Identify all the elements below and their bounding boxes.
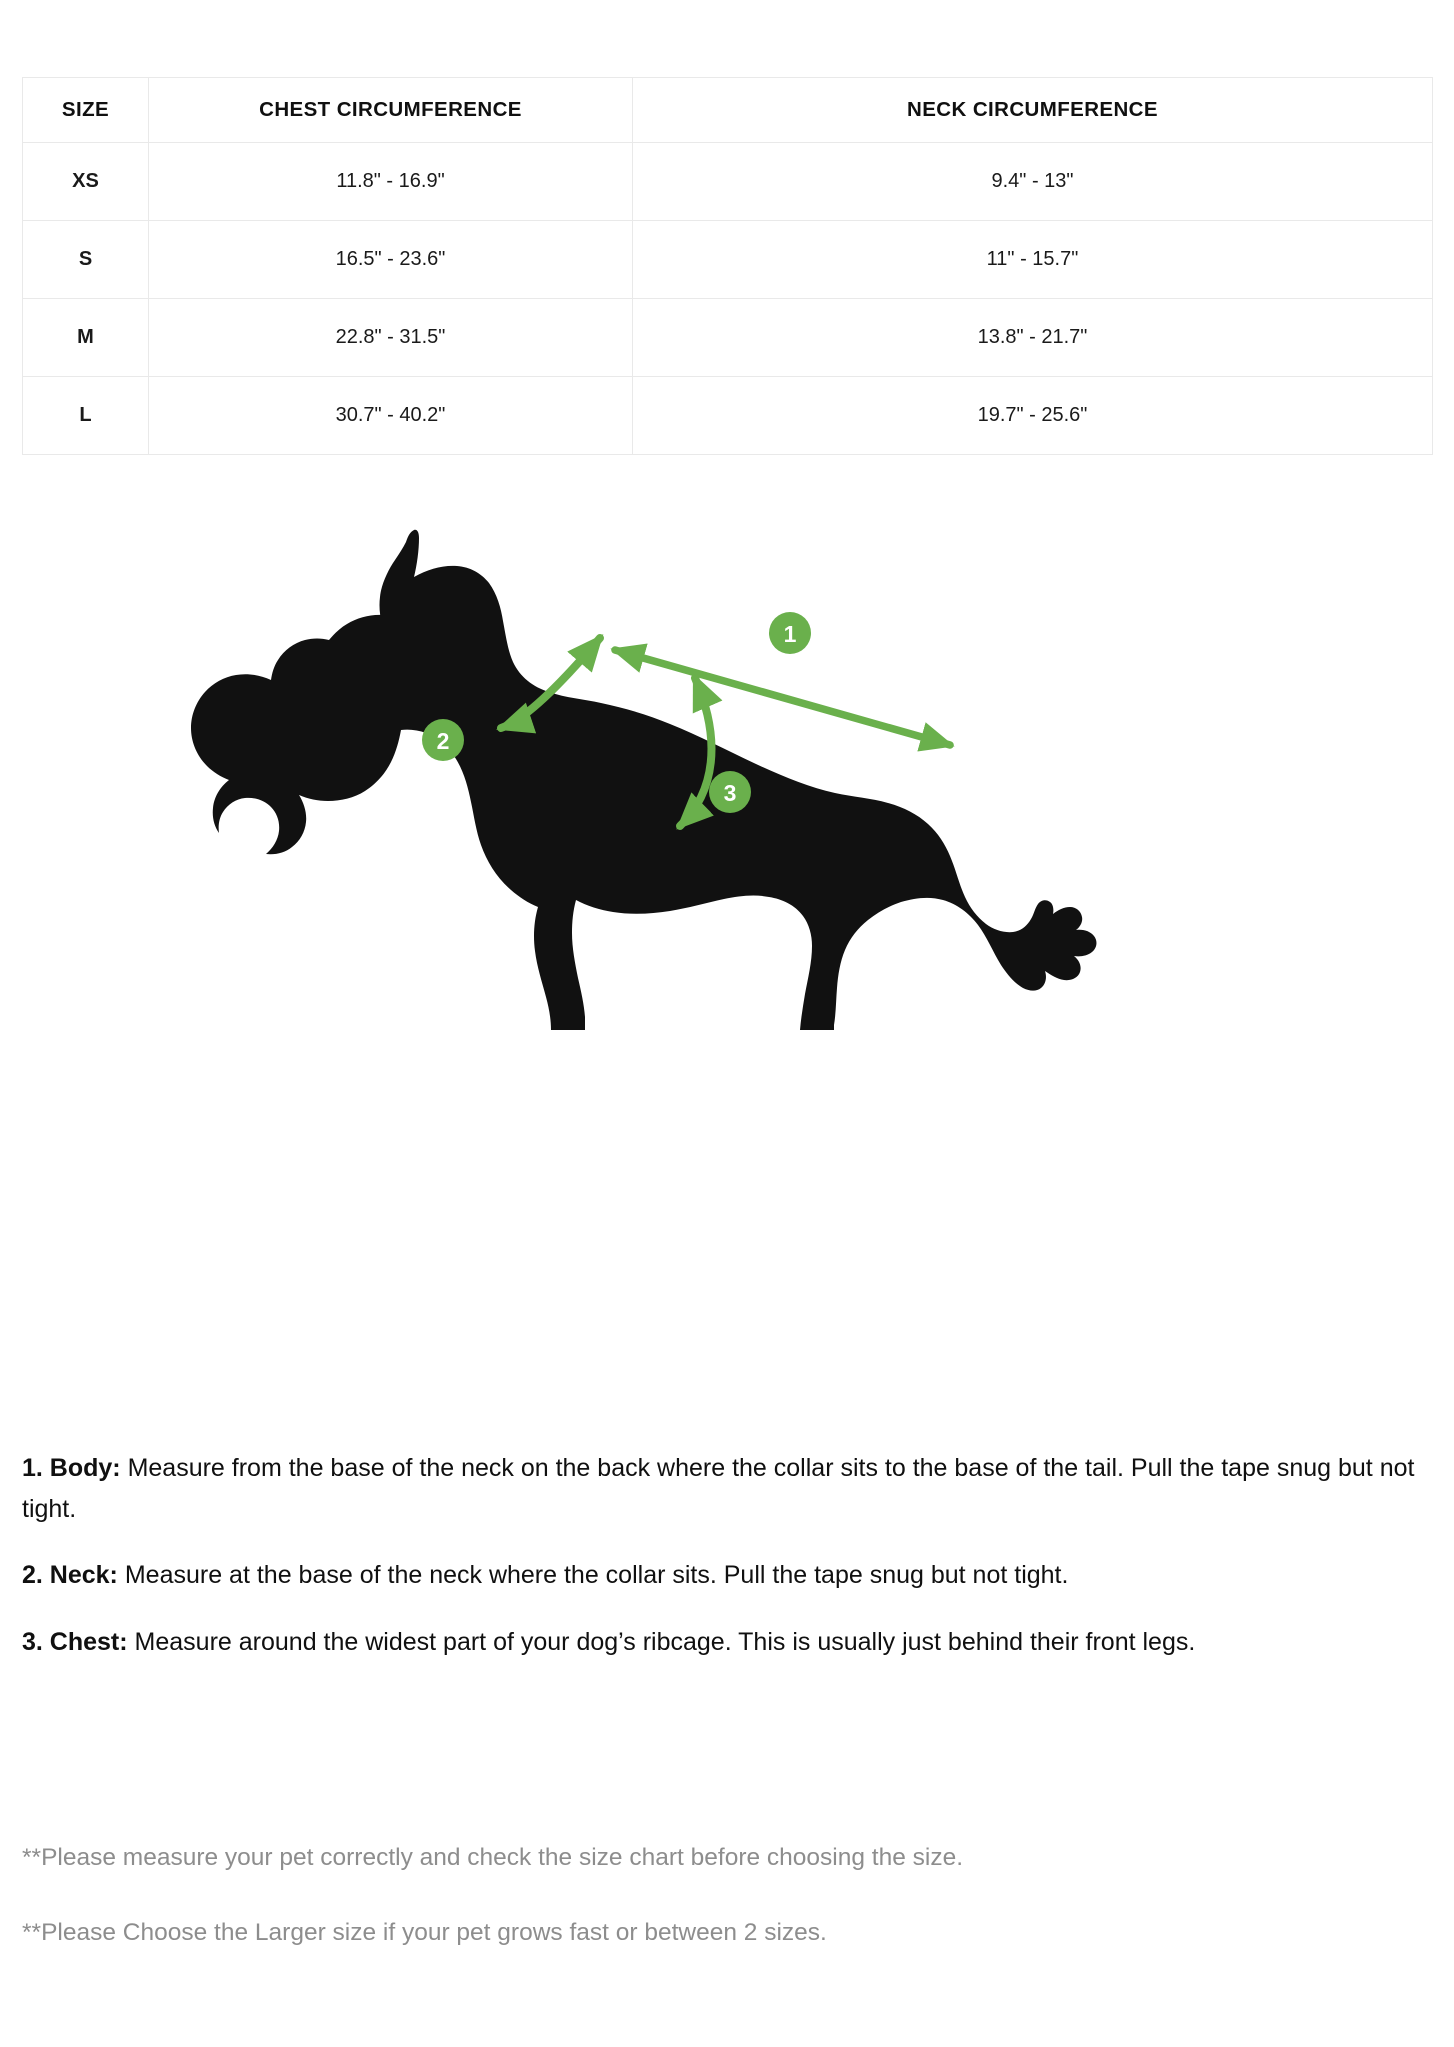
cell-chest: 16.5" - 23.6" <box>149 221 633 299</box>
table-row <box>23 221 1433 299</box>
size-chart-table <box>22 77 1433 455</box>
cell-chest: 22.8" - 31.5" <box>149 299 633 377</box>
cell-neck: 11" - 15.7" <box>633 221 1433 299</box>
instruction-chest-label: 3. Chest: <box>22 1627 128 1656</box>
instruction-body-text: Measure from the base of the neck on the back where the collar sits to the base of the tail. Pull the tape snug but not tight. <box>22 1454 1415 1523</box>
marker-badge-1 <box>769 612 811 654</box>
cell-size: XS <box>23 143 149 221</box>
instruction-body <box>22 1448 1432 1529</box>
column-header-chest: CHEST CIRCUMFERENCE <box>149 78 633 143</box>
note-choose-larger: **Please Choose the Larger size if your pet grows fast or between 2 sizes. <box>22 1919 827 1947</box>
table-row <box>23 299 1433 377</box>
cell-neck: 19.7" - 25.6" <box>633 377 1433 455</box>
marker-badge-2-label: 2 <box>436 728 450 754</box>
measurement-instructions <box>22 1448 1432 1688</box>
marker-badge-2 <box>422 719 464 761</box>
cell-size: L <box>23 377 149 455</box>
instruction-body-label: 1. Body: <box>22 1454 121 1482</box>
cell-size: S <box>23 221 149 299</box>
table-row <box>23 143 1433 221</box>
instruction-chest <box>22 1622 1432 1663</box>
column-header-size: SIZE <box>23 78 149 143</box>
dog-silhouette-icon <box>191 530 1096 1030</box>
marker-badge-3 <box>709 771 751 813</box>
instruction-neck-label: 2. Neck: <box>22 1561 118 1589</box>
cell-chest: 30.7" - 40.2" <box>149 377 633 455</box>
size-chart-table-wrapper <box>22 77 1432 455</box>
instruction-neck <box>22 1555 1432 1596</box>
cell-size: M <box>23 299 149 377</box>
marker-badge-3-label: 3 <box>723 780 737 806</box>
instruction-neck-text: Measure at the base of the neck where the collar sits. Pull the tape snug but not tight. <box>117 1561 1069 1589</box>
table-header-row <box>23 78 1433 143</box>
cell-chest: 11.8" - 16.9" <box>149 143 633 221</box>
instruction-chest-text: Measure around the widest part of your dog’s ribcage. This is usually just behind their front legs. <box>127 1627 1196 1656</box>
column-header-neck: NECK CIRCUMFERENCE <box>633 78 1433 143</box>
dog-measurement-diagram <box>0 470 1454 1030</box>
cell-neck: 9.4" - 13" <box>633 143 1433 221</box>
cell-neck: 13.8" - 21.7" <box>633 299 1433 377</box>
note-measure-correctly: **Please measure your pet correctly and check the size chart before choosing the size. <box>22 1844 964 1871</box>
footer-notes <box>22 1838 1432 1988</box>
table-row <box>23 377 1433 455</box>
marker-badge-1-label: 1 <box>783 621 797 647</box>
